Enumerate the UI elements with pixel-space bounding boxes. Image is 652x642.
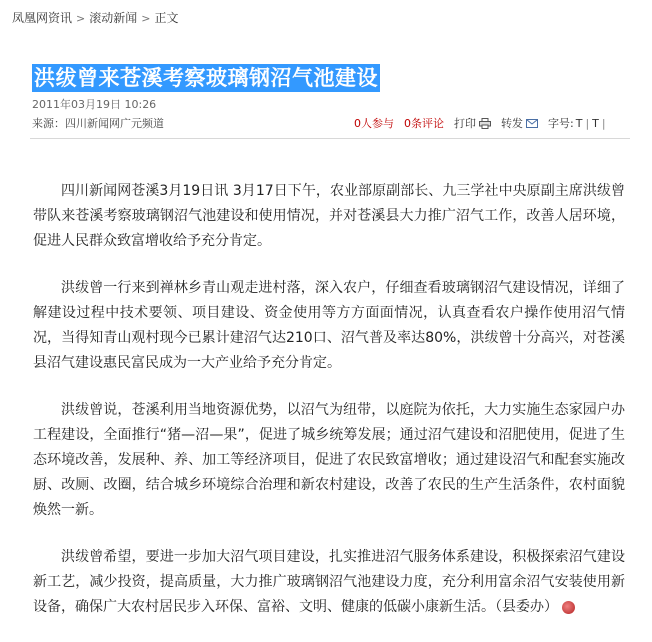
breadcrumb-current: 正文 — [154, 11, 179, 25]
phoenix-logo-icon — [562, 601, 575, 614]
article-paragraph: 洪绂曾一行来到禅林乡青山观走进村落，深入农户，仔细查看玻璃钢沼气建设情况，详细了解建设过程中技术要领、项目建设、资金使用等方方面面情况，认真查看农户操作使用沼气情况，当得知青山观村现今已累计建沼气达210口、沼气普及率达80%，洪绂曾十分高兴，对苍溪县沼气建设惠民富民成为一大产业给予充分肯定。 — [33, 280, 625, 371]
font-size-large-button[interactable]: T — [575, 116, 583, 130]
comments-link[interactable]: 0条评论 — [404, 117, 444, 130]
font-size-label: 字号: — [548, 117, 574, 130]
breadcrumb — [12, 9, 178, 26]
article-datetime: 2011年03月19日 10:26 — [32, 98, 157, 111]
breadcrumb-separator: > — [76, 12, 86, 25]
font-size-small-button[interactable]: T — [592, 116, 599, 130]
breadcrumb-scroll-news-link[interactable]: 滚动新闻 — [89, 11, 138, 25]
participants-link[interactable]: 0人参与 — [354, 117, 394, 130]
article-paragraph: 洪绂曾说，苍溪利用当地资源优势，以沼气为纽带，以庭院为依托，大力实施生态家园户办工程建设，全面推行“猪—沼—果”，促进了城乡统筹发展；通过沼气建设和沼肥使用，促进了生态环境改善，发展种、养、加工等经济项目，促进了农民致富增收；通过建设沼气和配套实施改厨、改厕、改圈，结合城乡环境综合治理和新农村建设，改善了农民的生产生活条件，农村面貌焕然一新。 — [33, 402, 625, 518]
breadcrumb-home-link[interactable]: 凤凰网资讯 — [12, 11, 73, 25]
article-source: 来源：四川新闻网广元频道 — [32, 117, 164, 130]
breadcrumb-separator: > — [141, 12, 151, 25]
forward-button[interactable] — [501, 115, 538, 131]
print-button[interactable] — [454, 115, 491, 131]
print-icon — [479, 118, 491, 129]
font-size-separator: | — [585, 116, 590, 130]
article-toolbar — [354, 115, 606, 131]
font-size-separator-end: | — [601, 116, 606, 130]
header-divider — [30, 138, 630, 139]
article-paragraph: 四川新闻网苍溪3月19日讯 3月17日下午，农业部原副部长、九三学社中央原副主席洪绂曾带队来苍溪考察玻璃钢沼气池建设和使用情况，并对苍溪县大力推广沼气工作，改善人居环境，促进人民群众致富增收给予充分肯定。 — [33, 183, 625, 249]
article-body — [33, 179, 625, 642]
article-title: 洪绂曾来苍溪考察玻璃钢沼气池建设 — [34, 65, 378, 91]
article-paragraph-text: 洪绂曾希望，要进一步加大沼气项目建设，扎实推进沼气服务体系建设，积极探索沼气建设新工艺，减少投资，提高质量，大力推广玻璃钢沼气池建设力度，充分利用富余沼气安装使用新设备，确保广大农村居民步入环保、富裕、文明、健康的低碳小康新生活。（县委办） — [33, 549, 625, 615]
forward-label: 转发 — [501, 117, 523, 130]
print-label: 打印 — [454, 117, 476, 130]
article-paragraph — [33, 545, 625, 620]
envelope-icon — [526, 118, 538, 129]
